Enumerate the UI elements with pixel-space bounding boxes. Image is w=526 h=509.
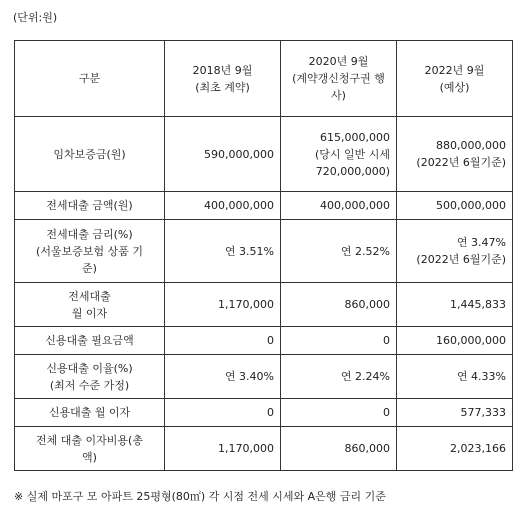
cell-text: 연 2.52% [340, 244, 390, 258]
cell-2022 [397, 399, 513, 427]
header-text: (최초 계약) [195, 80, 250, 94]
cell-text: 전세대출 금액(원) [46, 199, 133, 212]
cell-text: 전체 대출 이자비용(총 [36, 433, 143, 447]
header-text: 사) [331, 89, 346, 102]
cell-text: 860,000 [344, 442, 390, 455]
cell-text: 연 3.40% [224, 370, 274, 383]
cell-text: 615,000,000 [320, 130, 390, 144]
cell-text: 0 [267, 406, 274, 419]
table-row [15, 220, 513, 283]
cell-text: 월 이자 [71, 306, 108, 320]
cell-text: 0 [267, 334, 274, 347]
header-2022 [397, 41, 513, 117]
unit-label: (단위:원) [13, 11, 58, 24]
table-row [15, 327, 513, 355]
cell-text: 1,170,000 [218, 298, 274, 311]
cell-2018 [165, 117, 281, 192]
row-label [15, 283, 165, 327]
cell-text: (2022년 6월기준) [416, 253, 506, 266]
cell-2022 [397, 327, 513, 355]
cell-text: 신용대출 이율(%) [46, 361, 133, 375]
cell-text: 연 3.51% [224, 244, 274, 258]
cell-text: 577,333 [460, 406, 506, 419]
cell-2018 [165, 355, 281, 399]
row-label [15, 117, 165, 192]
header-category [15, 41, 165, 117]
row-label [15, 427, 165, 471]
table-row [15, 283, 513, 327]
cell-text: 880,000,000 [436, 139, 506, 152]
header-text: (예상) [439, 80, 470, 94]
cell-2020 [281, 355, 397, 399]
cell-2022 [397, 220, 513, 283]
cell-2018 [165, 399, 281, 427]
cell-text: 신용대출 필요금액 [45, 334, 134, 347]
cell-text: 액) [82, 450, 97, 464]
cell-2018 [165, 427, 281, 471]
cell-text: 400,000,000 [204, 199, 274, 212]
cell-text: 준) [82, 261, 97, 275]
header-2018 [165, 41, 281, 117]
row-label [15, 220, 165, 283]
header-text: 2018년 9월 [192, 63, 253, 77]
cell-text: 1,445,833 [450, 298, 506, 311]
table-row [15, 117, 513, 192]
table-header-row [15, 41, 513, 117]
cell-2020 [281, 327, 397, 355]
cell-2020 [281, 283, 397, 327]
row-label [15, 399, 165, 427]
cell-2018 [165, 192, 281, 220]
cell-text: 860,000 [344, 298, 390, 311]
cell-2020 [281, 220, 397, 283]
cell-2022 [397, 283, 513, 327]
cell-text: (2022년 6월기준) [416, 156, 506, 169]
cell-2022 [397, 117, 513, 192]
cell-text: 160,000,000 [436, 334, 506, 347]
cell-2018 [165, 283, 281, 327]
cell-2018 [165, 327, 281, 355]
header-text: 2022년 9월 [424, 63, 485, 77]
cell-text: 임차보증금(원) [53, 147, 126, 161]
footnote: ※ 실제 마포구 모 아파트 25평형(80㎡) 각 시점 전세 시세와 A은행 금리 기준 [14, 490, 386, 503]
cell-text: 590,000,000 [204, 147, 274, 161]
cell-text: 연 2.24% [340, 370, 390, 383]
cell-2022 [397, 355, 513, 399]
cell-text: 400,000,000 [320, 199, 390, 212]
row-label [15, 192, 165, 220]
header-text: 구분 [78, 72, 101, 85]
cell-text: 신용대출 월 이자 [48, 406, 131, 419]
cell-text: 연 3.47% [456, 236, 506, 249]
cell-text: 전세대출 금리(%) [46, 227, 133, 241]
cell-2020 [281, 192, 397, 220]
cell-2020 [281, 427, 397, 471]
table-row [15, 399, 513, 427]
header-2020 [281, 41, 397, 117]
table-row [15, 355, 513, 399]
cell-text: 연 4.33% [456, 370, 506, 383]
header-text: (계약갱신청구권 행 [292, 72, 385, 85]
cell-2020 [281, 399, 397, 427]
cell-text: 2,023,166 [450, 442, 506, 455]
lease-loan-table [14, 40, 513, 471]
row-label [15, 355, 165, 399]
table-row [15, 427, 513, 471]
cell-text: (서울보증보험 상품 기 [36, 244, 143, 258]
cell-text: 0 [383, 406, 390, 419]
cell-text: 500,000,000 [436, 199, 506, 212]
table-row [15, 192, 513, 220]
row-label [15, 327, 165, 355]
cell-text: 1,170,000 [218, 442, 274, 455]
cell-text: 720,000,000) [315, 164, 390, 178]
cell-2022 [397, 427, 513, 471]
cell-text: (당시 일반 시세 [314, 147, 390, 161]
cell-text: (최저 수준 가정) [49, 378, 130, 392]
cell-2018 [165, 220, 281, 283]
cell-text: 0 [383, 334, 390, 347]
cell-2020 [281, 117, 397, 192]
header-text: 2020년 9월 [308, 55, 369, 68]
cell-2022 [397, 192, 513, 220]
cell-text: 전세대출 [68, 289, 111, 303]
